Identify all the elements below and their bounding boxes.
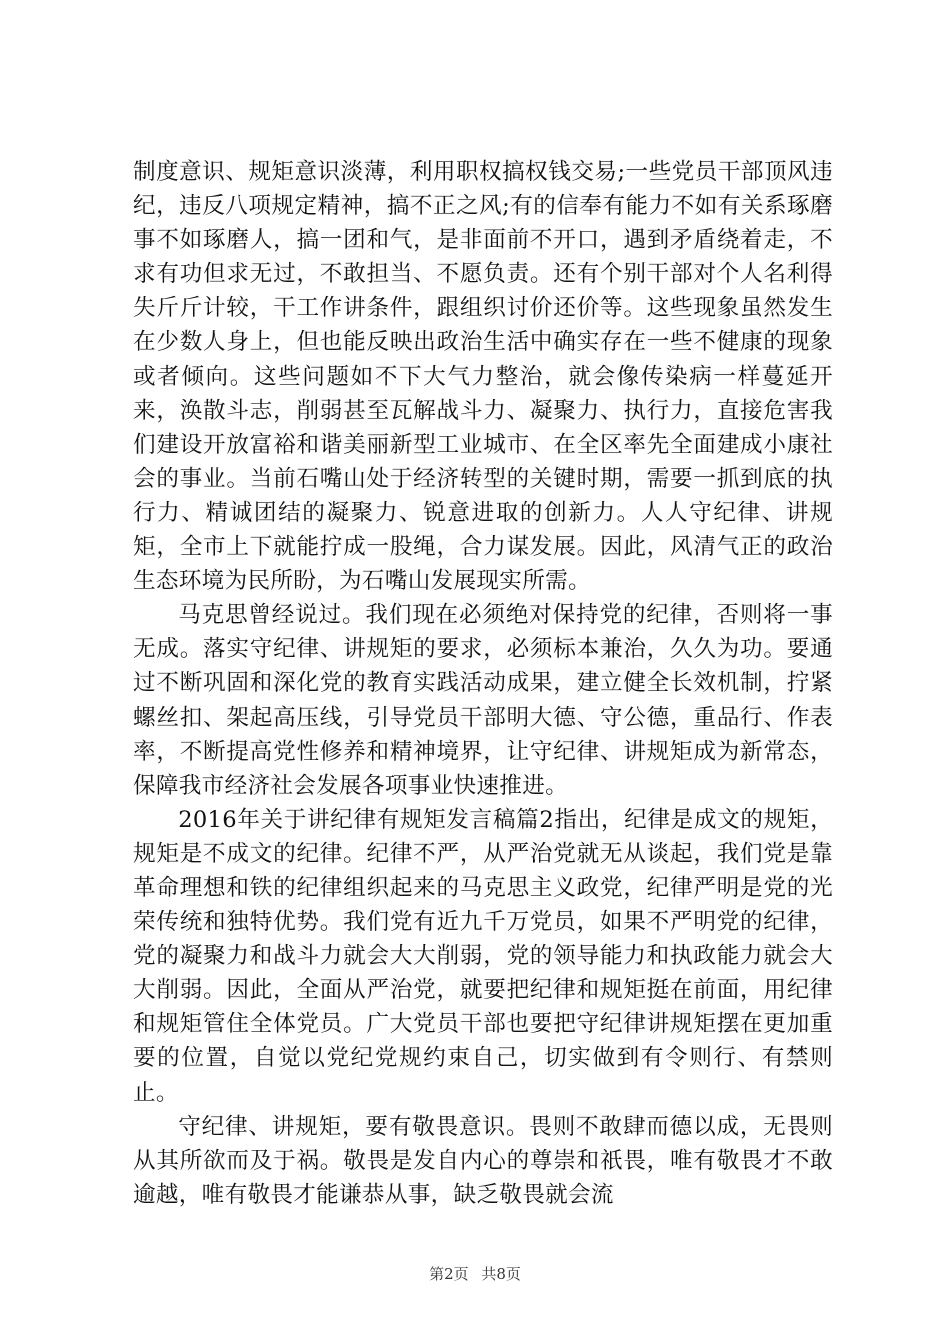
page-footer [0, 1264, 950, 1284]
page-number: 第2页 [429, 1265, 469, 1283]
paragraph-discipline: 2016年关于讲纪律有规矩发言稿篇2指出，纪律是成文的规矩，规矩是不成文的纪律。纪律不严，从严治党就无从谈起，我们党是靠革命理想和铁的纪律组织起来的马克思主义政党，纪律严明是党的光荣传统和独特优势。我们党有近九千万党员，如果不严明党的纪律，党的凝聚力和战斗力就会大大削弱，党的领导能力和执政能力就会大大削弱。因此，全面从严治党，就要把纪律和规矩挺在前面，用纪律和规矩管住全体党员。广大党员干部也要把守纪律讲规矩摆在更加重要的位置，自觉以党纪党规约束自己，切实做到有令则行、有禁则止。 [133, 806, 833, 1106]
paragraph-awe: 守纪律、讲规矩，要有敬畏意识。畏则不敢肆而德以成，无畏则从其所欲而及于祸。敬畏是发自内心的尊崇和祇畏，唯有敬畏才不敢逾越，唯有敬畏才能谦恭从事，缺乏敬畏就会流 [133, 1113, 833, 1208]
document-body [133, 155, 833, 1212]
page-total: 共8页 [481, 1265, 521, 1283]
paragraph-marx-quote: 马克思曾经说过。我们现在必须绝对保持党的纪律，否则将一事无成。落实守纪律、讲规矩的要求，必须标本兼治，久久为功。要通过不断巩固和深化党的教育实践活动成果，建立健全长效机制，拧紧螺丝扣、架起高压线，引导党员干部明大德、守公德，重品行、作表率，不断提高党性修养和精神境界，让守纪律、讲规矩成为新常态，保障我市经济社会发展各项事业快速推进。 [133, 602, 833, 799]
paragraph-continuation: 制度意识、规矩意识淡薄，利用职权搞权钱交易;一些党员干部顶风违纪，违反八项规定精神，搞不正之风;有的信奉有能力不如有关系琢磨事不如琢磨人，搞一团和气，是非面前不开口，遇到矛盾绕着走，不求有功但求无过，不敢担当、不愿负责。还有个别干部对个人名利得失斤斤计较，干工作讲条件，跟组织讨价还价等。这些现象虽然发生在少数人身上，但也能反映出政治生活中确实存在一些不健康的现象或者倾向。这些问题如不下大气力整治，就会像传染病一样蔓延开来，涣散斗志，削弱甚至瓦解战斗力、凝聚力、执行力，直接危害我们建设开放富裕和谐美丽新型工业城市、在全区率先全面建成小康社会的事业。当前石嘴山处于经济转型的关键时期，需要一抓到底的执行力、精诚团结的凝聚力、锐意进取的创新力。人人守纪律、讲规矩，全市上下就能拧成一股绳，合力谋发展。因此，风清气正的政治生态环境为民所盼，为石嘴山发展现实所需。 [133, 159, 833, 595]
